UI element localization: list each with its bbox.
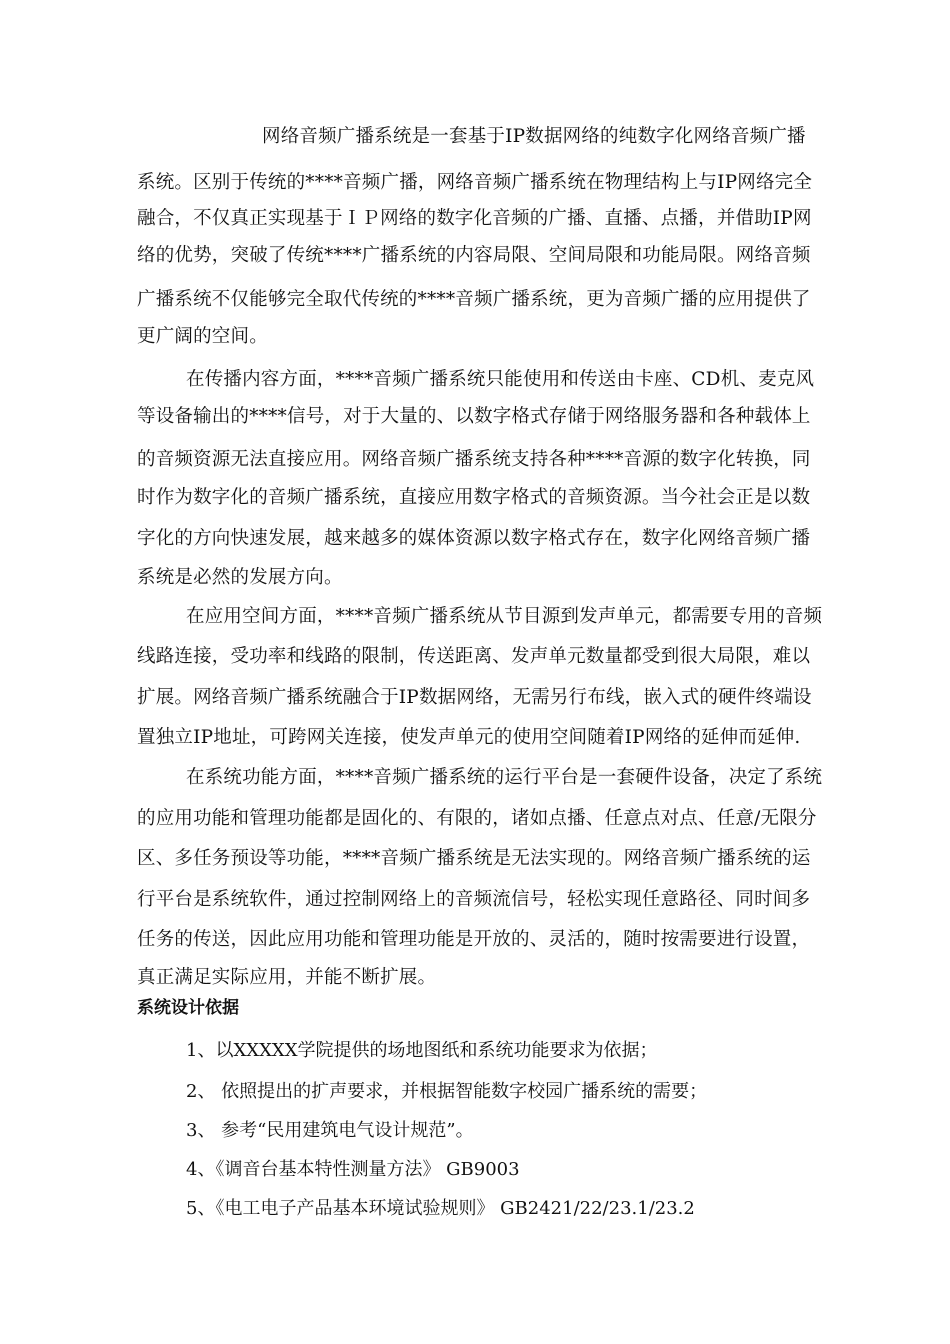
- paragraph-line: 任务的传送，因此应用功能和管理功能是开放的、灵活的，随时按需要进行设置，: [137, 929, 811, 950]
- paragraph-line: 时作为数字化的音频广播系统，直接应用数字格式的音频资源。当今社会正是以数: [137, 487, 811, 508]
- paragraph-line: 广播系统不仅能够完全取代传统的****音频广播系统，更为音频广播的应用提供了: [137, 289, 811, 310]
- paragraph-line: 等设备输出的****信号，对于大量的、以数字格式存储于网络服务器和各种载体上: [137, 406, 811, 427]
- basis-list-item: 5、《电工电子产品基本环境试验规则》 GB2421/22/23.1/23.2: [186, 1198, 695, 1219]
- paragraph-line: 置独立IP地址，可跨网关连接，使发声单元的使用空间随着IP网络的延伸而延伸.: [137, 727, 801, 748]
- paragraph-line: 网络音频广播系统是一套基于IP数据网络的纯数字化网络音频广播: [262, 126, 806, 147]
- paragraph-line: 的应用功能和管理功能都是固化的、有限的，诸如点播、任意点对点、任意/无限分: [137, 808, 817, 829]
- basis-list-item: 1、以XXXXX学院提供的场地图纸和系统功能要求为依据；: [186, 1040, 658, 1061]
- paragraph-line: 融合，不仅真正实现基于ＩＰ网络的数字化音频的广播、直播、点播，并借助IP网: [137, 208, 812, 229]
- basis-list-item: 3、 参考“民用建筑电气设计规范”。: [186, 1120, 474, 1141]
- paragraph-line: 在系统功能方面，****音频广播系统的运行平台是一套硬件设备，决定了系统: [186, 767, 823, 788]
- basis-list-item: 2、 依照提出的扩声要求，并根据智能数字校园广播系统的需要；: [186, 1081, 708, 1102]
- paragraph-line: 更广阔的空间。: [137, 326, 268, 347]
- paragraph-line: 线路连接，受功率和线路的限制，传送距离、发声单元数量都受到很大局限，难以: [137, 646, 811, 667]
- basis-list-item: 4、《调音台基本特性测量方法》 GB9003: [186, 1159, 520, 1180]
- paragraph-line: 在应用空间方面，****音频广播系统从节目源到发声单元，都需要专用的音频: [186, 606, 823, 627]
- paragraph-line: 的音频资源无法直接应用。网络音频广播系统支持各种****音源的数字化转换，同: [137, 449, 811, 470]
- paragraph-line: 字化的方向快速发展，越来越多的媒体资源以数字格式存在，数字化网络音频广播: [137, 528, 811, 549]
- paragraph-line: 真正满足实际应用，并能不断扩展。: [137, 967, 437, 988]
- paragraph-line: 系统。区别于传统的****音频广播，网络音频广播系统在物理结构上与IP网络完全: [137, 172, 813, 193]
- paragraph-line: 在传播内容方面，****音频广播系统只能使用和传送由卡座、CD机、麦克风: [186, 369, 815, 390]
- section-heading: 系统设计依据: [137, 998, 239, 1018]
- paragraph-line: 扩展。网络音频广播系统融合于IP数据网络，无需另行布线，嵌入式的硬件终端设: [137, 687, 812, 708]
- paragraph-line: 区、多任务预设等功能，****音频广播系统是无法实现的。网络音频广播系统的运: [137, 848, 811, 869]
- paragraph-line: 络的优势，突破了传统****广播系统的内容局限、空间局限和功能局限。网络音频: [137, 245, 811, 266]
- paragraph-line: 行平台是系统软件，通过控制网络上的音频流信号，轻松实现任意路径、同时间多: [137, 889, 811, 910]
- paragraph-line: 系统是必然的发展方向。: [137, 567, 343, 588]
